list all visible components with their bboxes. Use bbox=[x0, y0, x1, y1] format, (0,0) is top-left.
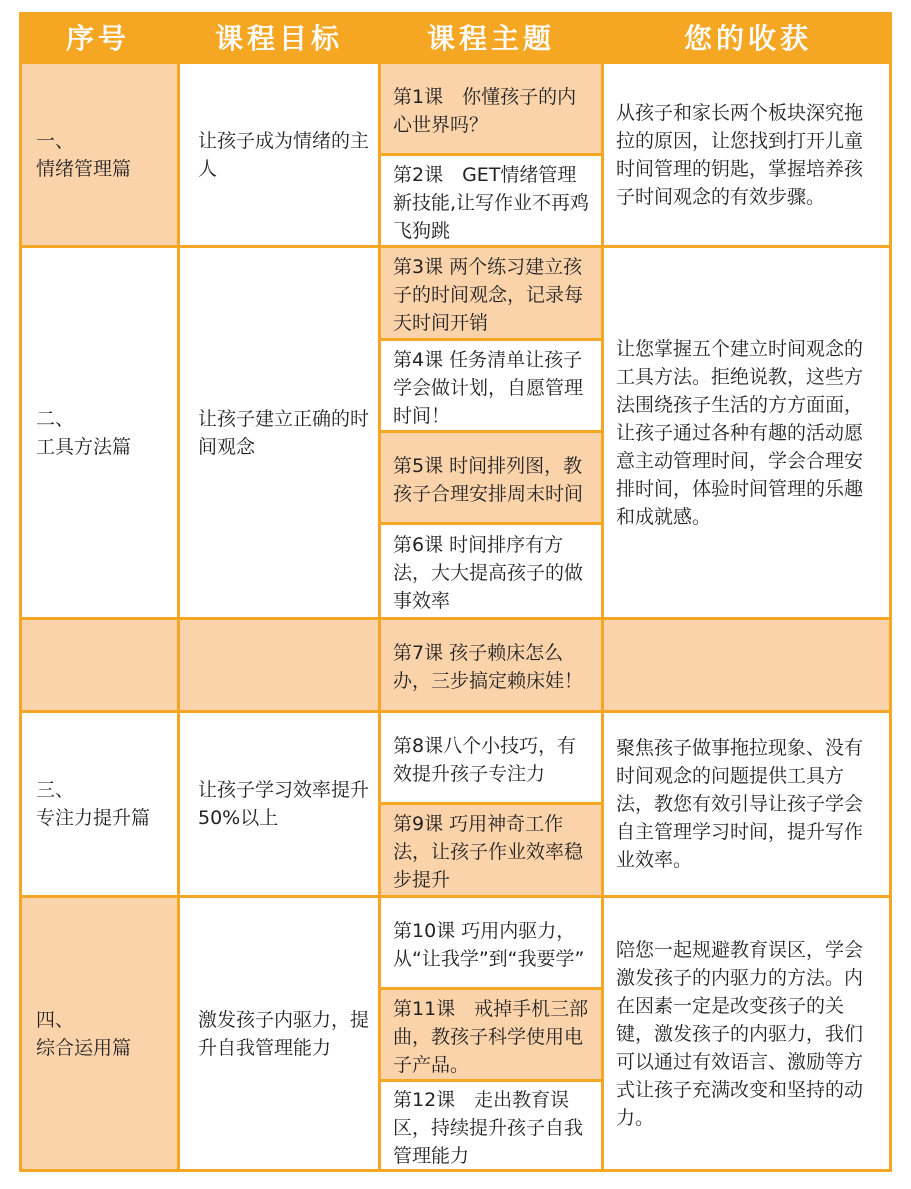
lesson-text: 第1课 你懂孩子的内心世界吗？ bbox=[393, 85, 577, 136]
goal-text: 让孩子成为情绪的主人 bbox=[198, 129, 370, 180]
lesson-9 bbox=[381, 805, 601, 895]
lesson-text: 第4课 任务清单让孩子学会做计划，自愿管理时间！ bbox=[393, 348, 584, 427]
lesson-6 bbox=[381, 525, 601, 617]
lesson-text: 第11课 戒掉手机三部曲，教孩子科学使用电子产品。 bbox=[393, 997, 589, 1076]
lesson-text: 第9课 巧用神奇工作法，让孩子作业效率稳步提升 bbox=[393, 813, 584, 891]
lesson-text: 第3课 两个练习建立孩子的时间观念，记录每天时间开销 bbox=[393, 256, 584, 334]
header-seq bbox=[19, 12, 177, 62]
section-seq-3 bbox=[22, 713, 177, 895]
lesson-3 bbox=[381, 248, 601, 338]
lesson-text: 第6课 时间排序有方法，大大提高孩子的做事效率 bbox=[393, 534, 584, 612]
header-goal-label: 课程目标 bbox=[214, 22, 343, 55]
lesson-text: 第10课 巧用内驱力，从“让我学”到“我要学” bbox=[393, 919, 585, 970]
seq-number: 四、 bbox=[36, 1008, 75, 1031]
lesson-2 bbox=[381, 156, 601, 245]
seq-number: 三、 bbox=[36, 779, 75, 801]
goal-text: 让孩子学习效率提升50%以上 bbox=[198, 779, 370, 829]
section-goal-3 bbox=[180, 713, 378, 895]
section-goal-blank bbox=[180, 620, 378, 710]
header-gain-label: 您的收获 bbox=[683, 22, 812, 55]
lesson-7 bbox=[381, 620, 601, 710]
header-topic-label: 课程主题 bbox=[426, 22, 555, 55]
lesson-text: 第12课 走出教育误区，持续提升孩子自我管理能力 bbox=[393, 1088, 584, 1167]
lesson-12 bbox=[381, 1082, 601, 1169]
section-seq-blank bbox=[22, 620, 177, 710]
lesson-text: 第2课 GET情绪管理新技能,让写作业不再鸡飞狗跳 bbox=[393, 163, 590, 242]
header-topic bbox=[381, 12, 601, 62]
seq-name: 情绪管理篇 bbox=[36, 157, 132, 180]
lesson-4 bbox=[381, 341, 601, 430]
seq-number: 二、 bbox=[36, 407, 75, 430]
lesson-10 bbox=[381, 898, 601, 987]
section-seq-1 bbox=[22, 64, 177, 245]
section-gain-3 bbox=[604, 713, 889, 895]
section-seq-2 bbox=[22, 248, 177, 617]
section-gain-1 bbox=[604, 64, 889, 245]
goal-text: 激发孩子内驱力，提升自我管理能力 bbox=[198, 1008, 370, 1059]
gain-text: 聚焦孩子做事拖拉现象、没有时间观念的问题提供工具方法，教您有效引导让孩子学会自主管理学习时间，提升写作业效率。 bbox=[616, 737, 864, 871]
lesson-11 bbox=[381, 990, 601, 1079]
lesson-text: 第8课八个小技巧，有效提升孩子专注力 bbox=[393, 734, 577, 785]
header-seq-label: 序号 bbox=[65, 22, 130, 55]
seq-number: 一、 bbox=[36, 129, 75, 152]
lesson-text: 第7课 孩子赖床怎么办，三步搞定赖床娃！ bbox=[393, 642, 584, 692]
section-goal-1 bbox=[180, 64, 378, 245]
section-gain-blank bbox=[604, 620, 889, 710]
section-gain-2 bbox=[604, 248, 889, 617]
gain-text: 让您掌握五个建立时间观念的工具方法。拒绝说教，这些方法围绕孩子生活的方方面面，让孩子通过各种有趣的活动愿意主动管理时间，学会合理安排时间，体验时间管理的乐趣和成就感。 bbox=[616, 337, 864, 528]
lesson-8 bbox=[381, 713, 601, 802]
lesson-5 bbox=[381, 433, 601, 522]
goal-text: 让孩子建立正确的时间观念 bbox=[198, 407, 370, 458]
section-goal-4 bbox=[180, 898, 378, 1169]
gain-text: 从孩子和家长两个板块深究拖拉的原因，让您找到打开儿童时间管理的钥匙，掌握培养孩子时间观念的有效步骤。 bbox=[616, 101, 864, 208]
lesson-text: 第5课 时间排列图，教孩子合理安排周末时间 bbox=[393, 454, 584, 505]
header-goal bbox=[180, 12, 378, 62]
seq-name: 综合运用篇 bbox=[36, 1036, 132, 1059]
gain-text: 陪您一起规避教育误区，学会激发孩子的内驱力的方法。内在因素一定是改变孩子的关键，激发孩子的内驱力，我们可以通过有效语言、激励等方式让孩子充满改变和坚持的动力。 bbox=[616, 938, 864, 1129]
section-gain-4 bbox=[604, 898, 889, 1169]
section-seq-4 bbox=[22, 898, 177, 1169]
lesson-1 bbox=[381, 64, 601, 153]
header-gain bbox=[604, 12, 892, 62]
seq-name: 工具方法篇 bbox=[36, 435, 132, 458]
seq-name: 专注力提升篇 bbox=[36, 807, 151, 829]
section-goal-2 bbox=[180, 248, 378, 617]
